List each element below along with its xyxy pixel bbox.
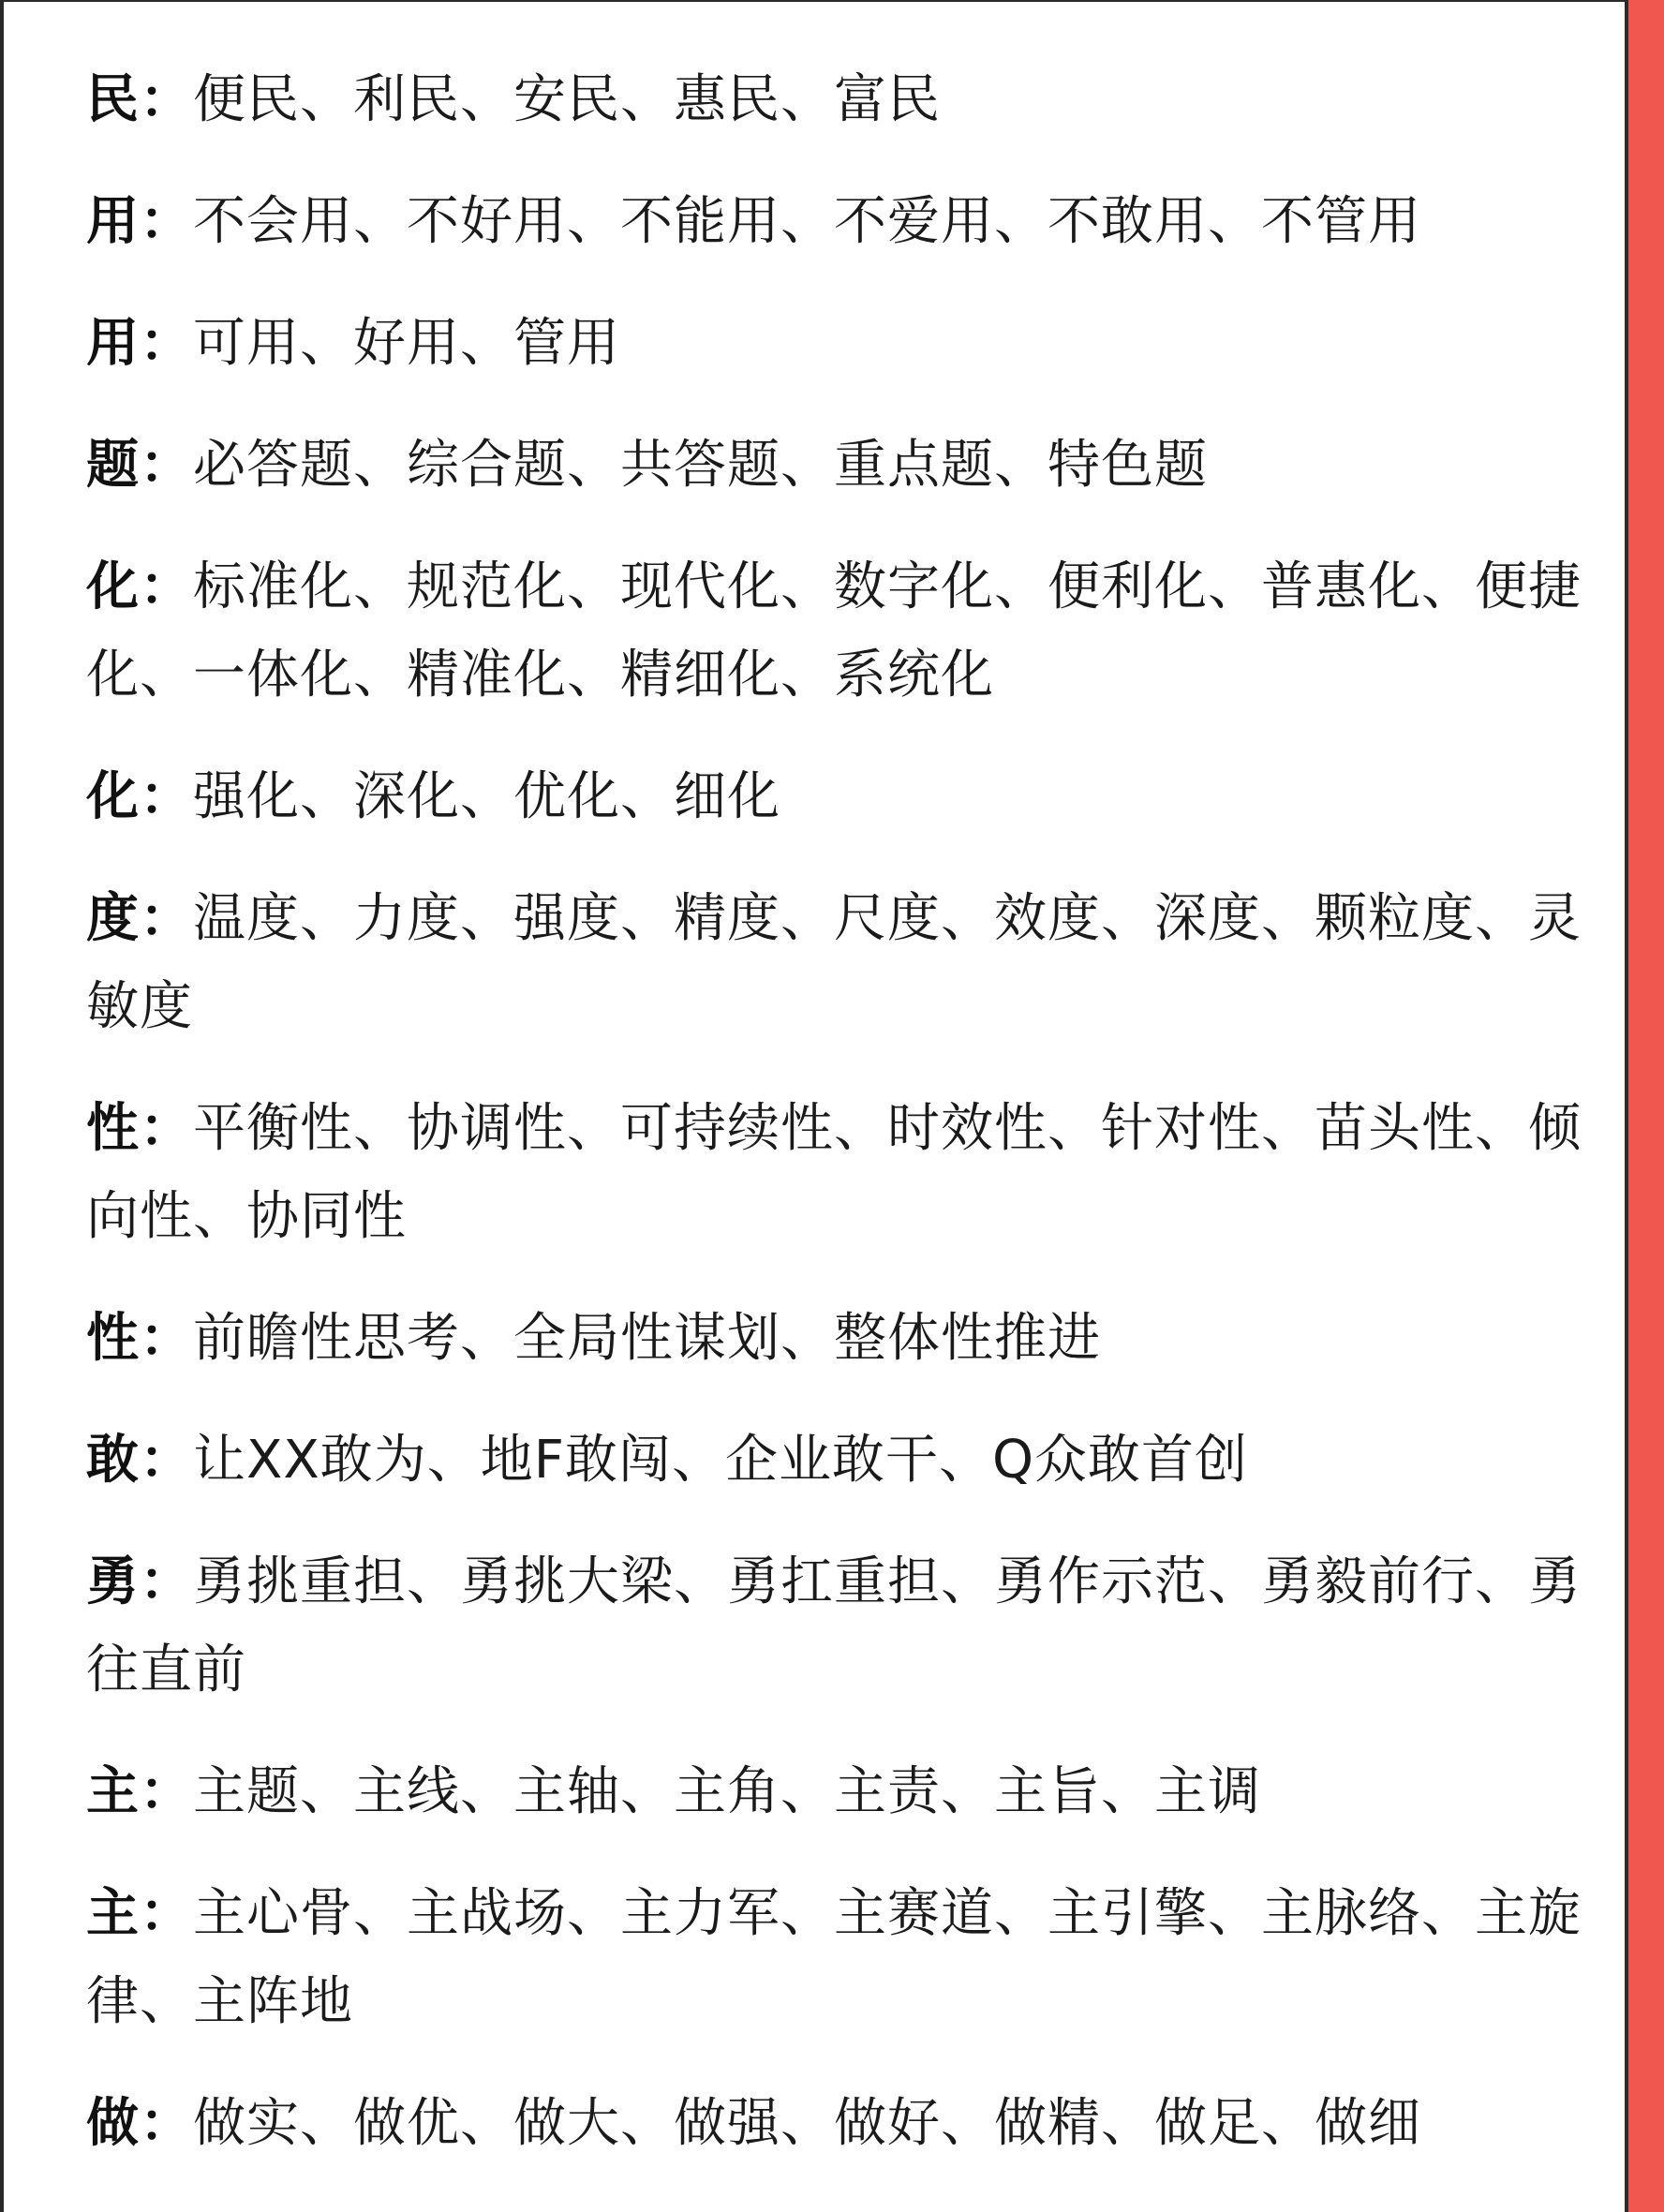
entry-colon: ： [140,313,193,374]
list-item [86,1417,1590,1505]
entry-key: 用 [86,313,140,374]
entry-key: 度 [86,888,140,949]
entry-key: 性 [86,1098,140,1159]
entry-text: 温度、力度、强度、精度、尺度、效度、深度、颗粒度、灵敏度 [86,888,1582,1037]
entry-key: 化 [86,766,140,827]
list-item [86,422,1590,510]
entry-key: 主 [86,1883,140,1944]
list-item [86,1538,1590,1715]
entry-colon: ： [140,2093,193,2154]
entry-colon: ： [140,766,193,827]
list-item [86,1085,1590,1261]
entry-text: 做实、做优、做大、做强、做好、做精、做足、做细 [193,2093,1421,2154]
entry-text: 平衡性、协调性、可持续性、时效性、针对性、苗头性、倾向性、协同性 [86,1098,1582,1247]
entry-colon: ： [140,557,193,617]
entry-colon: ： [140,888,193,949]
entry-key: 敢 [86,1430,140,1491]
entry-list [86,56,1590,2202]
entry-text: 不会用、不好用、不能用、不爱用、不敢用、不管用 [193,191,1421,252]
entry-colon: ： [140,1430,193,1491]
entry-text: 必答题、综合题、共答题、重点题、特色题 [193,435,1208,496]
entry-colon: ： [140,1883,193,1944]
list-item [86,56,1590,144]
entry-colon: ： [140,1098,193,1159]
list-item [86,2080,1590,2168]
entry-key: 题 [86,435,140,496]
entry-colon: ： [140,1308,193,1369]
list-item [86,875,1590,1051]
entry-key: 勇 [86,1551,140,1612]
entry-colon: ： [140,69,193,130]
entry-text: 前瞻性思考、全局性谋划、整体性推进 [193,1308,1101,1369]
list-item [86,300,1590,388]
entry-text: 可用、好用、管用 [193,313,620,374]
list-item [86,753,1590,841]
entry-text: 标准化、规范化、现代化、数字化、便利化、普惠化、便捷化、一体化、精准化、精细化、系统化 [86,557,1582,705]
entry-colon: ： [140,1551,193,1612]
entry-text: 让XX敢为、地F敢闯、企业敢干、Q众敢首创 [193,1430,1249,1491]
entry-key: 主 [86,1761,140,1822]
entry-key: 做 [86,2093,140,2154]
entry-text: 主心骨、主战场、主力军、主赛道、主引擎、主脉络、主旋律、主阵地 [86,1883,1582,2032]
entry-colon: ： [140,435,193,496]
entry-colon: ： [140,191,193,252]
list-item [86,543,1590,720]
list-item [86,1295,1590,1383]
list-item [86,178,1590,266]
entry-text: 便民、利民、安民、惠民、富民 [193,69,941,130]
entry-text: 主题、主线、主轴、主角、主责、主旨、主调 [193,1761,1261,1822]
entry-key: 民 [86,69,140,130]
entry-colon: ： [140,1761,193,1822]
entry-key: 用 [86,191,140,252]
entry-key: 性 [86,1308,140,1369]
list-item [86,1748,1590,1836]
entry-text: 勇挑重担、勇挑大梁、勇扛重担、勇作示范、勇毅前行、勇往直前 [86,1551,1582,1700]
entry-text: 强化、深化、优化、细化 [193,766,780,827]
list-item [86,1870,1590,2046]
entry-key: 化 [86,557,140,617]
